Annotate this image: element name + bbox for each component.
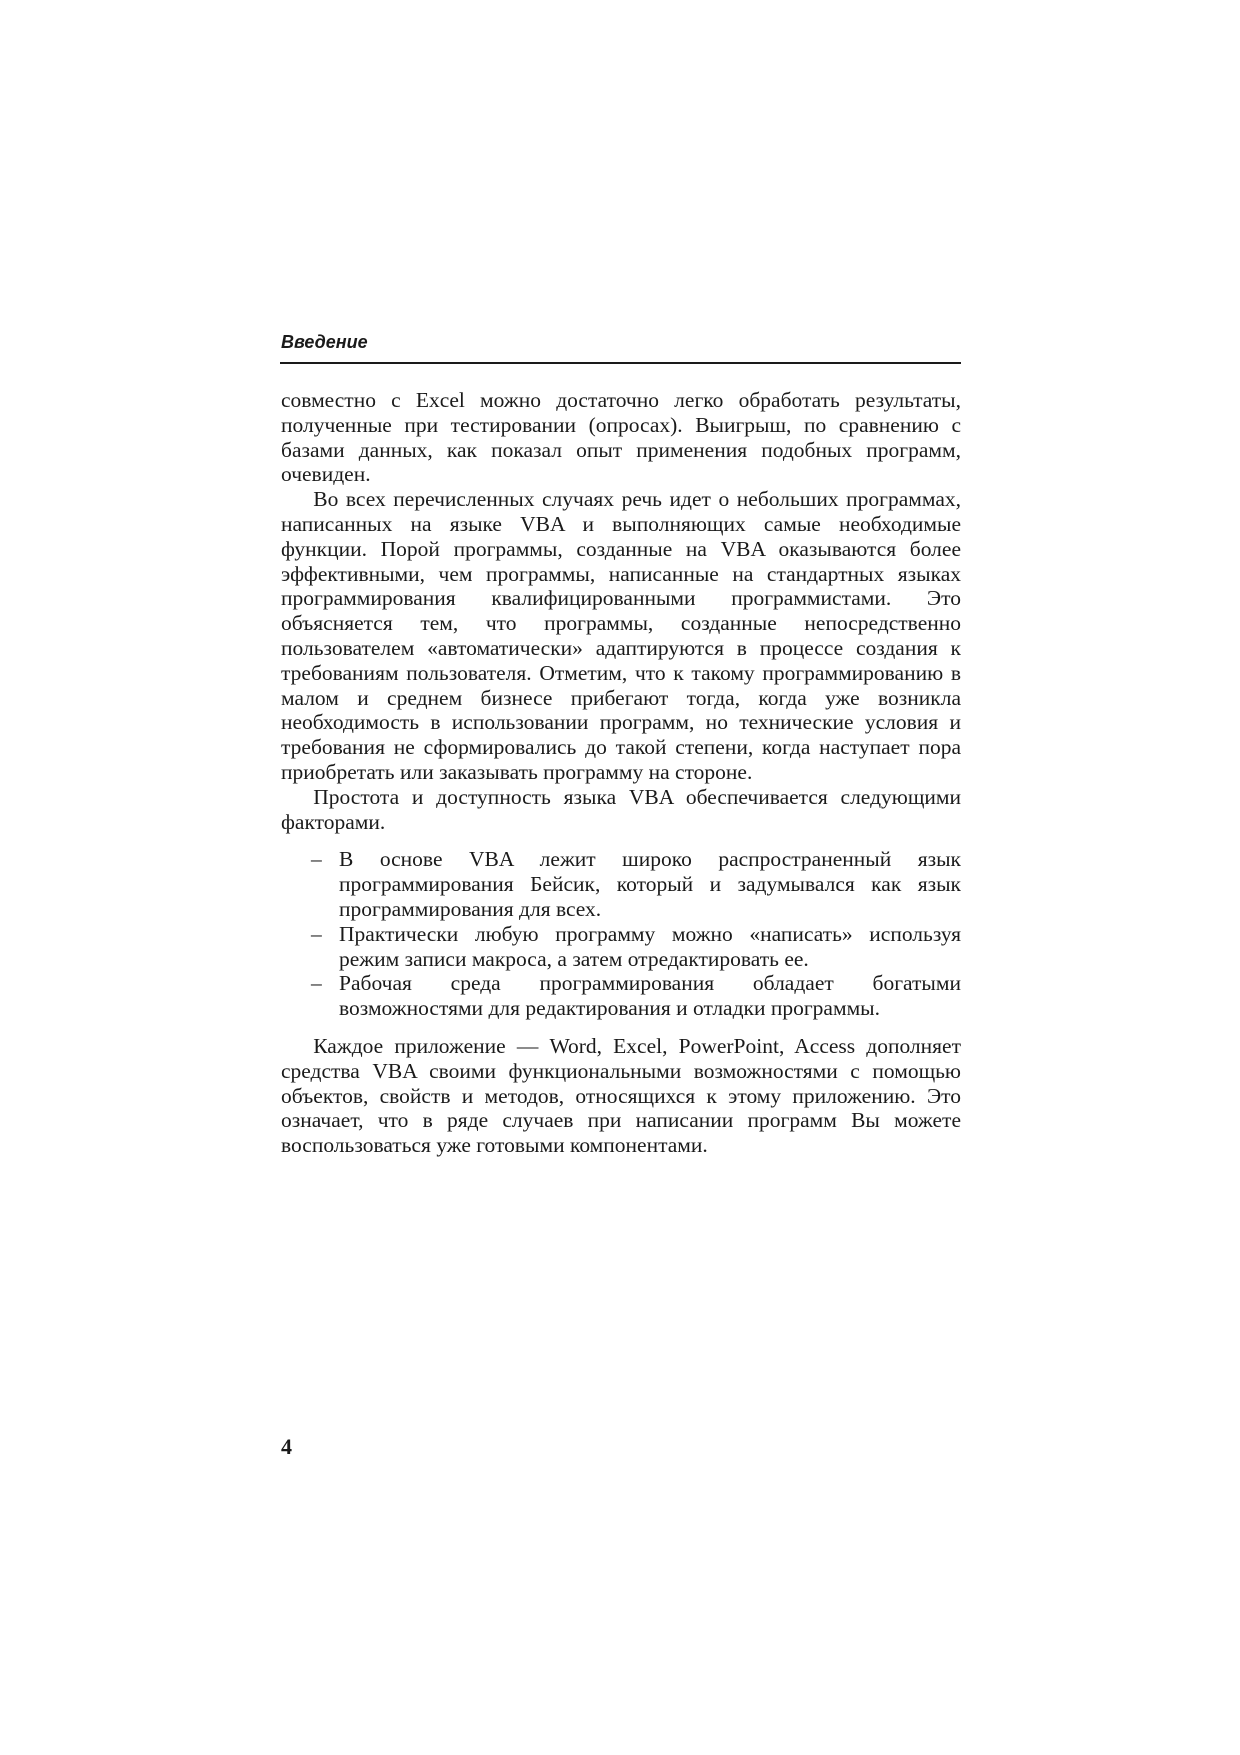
list-item [311, 971, 961, 1021]
factor-list [281, 847, 961, 1021]
list-item-text: Практически любую программу можно «написать» используя режим записи макроса, а затем отредактировать ее. [339, 921, 961, 971]
list-dash: – [311, 847, 322, 872]
running-header-title: Введение [281, 332, 368, 352]
header-rule [280, 362, 961, 364]
page-body [281, 388, 961, 1158]
list-item-text: Рабочая среда программирования обладает богатыми возможностями для редактирования и отладки программы. [339, 971, 961, 1021]
page-number: 4 [281, 1434, 292, 1459]
list-dash: – [311, 921, 322, 946]
list-dash: – [311, 971, 322, 996]
paragraph-3: Простота и доступность языка VBA обеспечивается следующими факторами. [281, 784, 961, 834]
paragraph-1: совместно с Excel можно достаточно легко обработать результаты, полученные при тестировании (опросах). Выигрыш, по сравнению с базами данных, как показал опыт применения подобных программ, очевиден. [281, 388, 961, 487]
paragraph-2: Во всех перечисленных случаях речь идет о небольших программах, написанных на языке VBA и выполняющих самые необходимые функции. Порой программы, созданные на VBA оказываются более эффективными, чем программы, написанные на стандартных языках программирования квалифицированными программистами. Это объясняется тем, что программы, созданные непосредственно пользователем «автоматически» адаптируются в процессе создания к требованиям пользователя. Отметим, что к такому программированию в малом и среднем бизнесе прибегают тогда, когда уже возникла необходимость в использовании программ, но технические условия и требования не сформировались до такой степени, когда наступает пора приобретать или заказывать программу на стороне. [281, 487, 961, 784]
list-item [311, 921, 961, 972]
list-item [311, 847, 961, 921]
list-item-text: В основе VBA лежит широко распространенный язык программирования Бейсик, который и задумывался как язык программирования для всех. [339, 847, 961, 921]
closing-paragraph: Каждое приложение — Word, Excel, PowerPoint, Access дополняет средства VBA своими функциональными возможностями с помощью объектов, свойств и методов, относящихся к этому приложению. Это означает, что в ряде случаев при написании программ Вы можете воспользоваться уже готовыми компонентами. [281, 1033, 961, 1158]
